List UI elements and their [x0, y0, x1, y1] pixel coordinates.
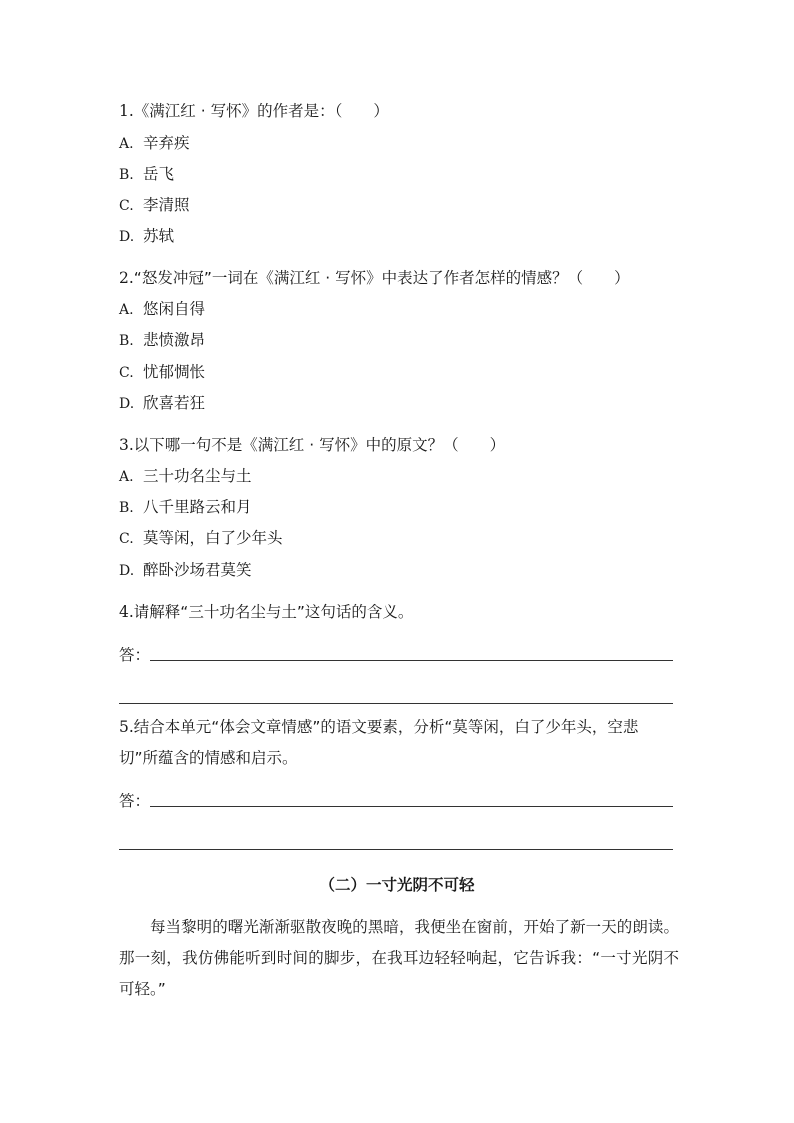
- question-5-line-2: [119, 748, 298, 768]
- question-2: [119, 268, 630, 288]
- option-text: 欣喜若狂: [143, 394, 206, 412]
- question-1-number: 1.: [119, 102, 134, 120]
- option-letter: C.: [119, 198, 134, 214]
- q2-option-d: [119, 393, 205, 414]
- option-letter: C.: [119, 365, 134, 381]
- answer-label-q5: 答：: [119, 792, 151, 810]
- option-letter: B.: [119, 333, 134, 349]
- option-letter: A.: [119, 136, 134, 152]
- section-paragraph: 每当黎明的曙光渐渐驱散夜晚的黑暗，我便坐在窗前，开始了新一天的朗读。那一刻，我仿佛能听到时间的脚步，在我耳边轻轻响起，它告诉我：“一寸光阴不可轻。”: [119, 918, 679, 998]
- question-3-number: 3.: [119, 436, 134, 454]
- q2-option-c: [119, 362, 205, 383]
- option-text: 莫等闲，白了少年头: [143, 529, 283, 547]
- option-text: 三十功名尘与土: [143, 467, 252, 485]
- option-text: 苏轼: [143, 227, 175, 245]
- option-letter: D.: [119, 229, 135, 245]
- section-title: （二）一寸光阴不可轻: [319, 876, 475, 894]
- q1-option-d: [119, 226, 174, 247]
- option-text: 八千里路云和月: [143, 498, 252, 516]
- option-letter: D.: [119, 396, 135, 412]
- question-1-text: 《满江红 · 写怀》的作者是：（ ）: [133, 102, 389, 120]
- option-text: 辛弃疾: [143, 134, 190, 152]
- q3-option-c: [119, 528, 283, 549]
- question-4-text: 请解释“三十功名尘与土”这句话的含义。: [133, 603, 414, 621]
- q1-option-c: [119, 195, 190, 216]
- q1-option-b: [119, 164, 174, 185]
- option-text: 李清照: [143, 196, 190, 214]
- option-letter: B.: [119, 167, 134, 183]
- option-text: 悲愤激昂: [143, 331, 206, 349]
- answer-line-q4-2[interactable]: [119, 703, 673, 704]
- option-text: 悠闲自得: [143, 300, 206, 318]
- q1-option-a: [119, 133, 190, 154]
- option-letter: B.: [119, 500, 134, 516]
- question-3-text: 以下哪一句不是《满江红 · 写怀》中的原文？（ ）: [133, 436, 506, 454]
- option-text: 忧郁惆怅: [143, 363, 206, 381]
- question-3: [119, 435, 505, 455]
- option-text: 醉卧沙场君莫笑: [143, 561, 252, 579]
- q3-option-a: [119, 466, 252, 487]
- question-4: [119, 602, 413, 622]
- question-5-line-1: [119, 717, 638, 737]
- question-5-text-line1: 结合本单元“体会文章情感”的语文要素，分析“莫等闲，白了少年头，空悲: [133, 718, 639, 736]
- answer-line-q4-1[interactable]: [150, 660, 673, 661]
- q2-option-a: [119, 299, 205, 320]
- question-2-number: 2.: [119, 269, 134, 287]
- question-1: [119, 101, 389, 121]
- option-letter: D.: [119, 563, 135, 579]
- question-4-number: 4.: [119, 603, 134, 621]
- answer-line-q5-1[interactable]: [150, 806, 673, 807]
- q3-option-d: [119, 560, 252, 581]
- option-text: 岳飞: [143, 165, 175, 183]
- question-2-text: “怒发冲冠”一词在《满江红 · 写怀》中表达了作者怎样的情感？（ ）: [133, 269, 630, 287]
- q2-option-b: [119, 330, 205, 351]
- option-letter: A.: [119, 302, 134, 318]
- answer-line-q5-2[interactable]: [119, 849, 673, 850]
- question-5-text-line2: 切”所蕴含的情感和启示。: [119, 749, 298, 767]
- option-letter: C.: [119, 531, 134, 547]
- q3-option-b: [119, 497, 252, 518]
- question-5-number: 5.: [119, 718, 134, 736]
- option-letter: A.: [119, 469, 134, 485]
- answer-label-q4: 答：: [119, 646, 151, 664]
